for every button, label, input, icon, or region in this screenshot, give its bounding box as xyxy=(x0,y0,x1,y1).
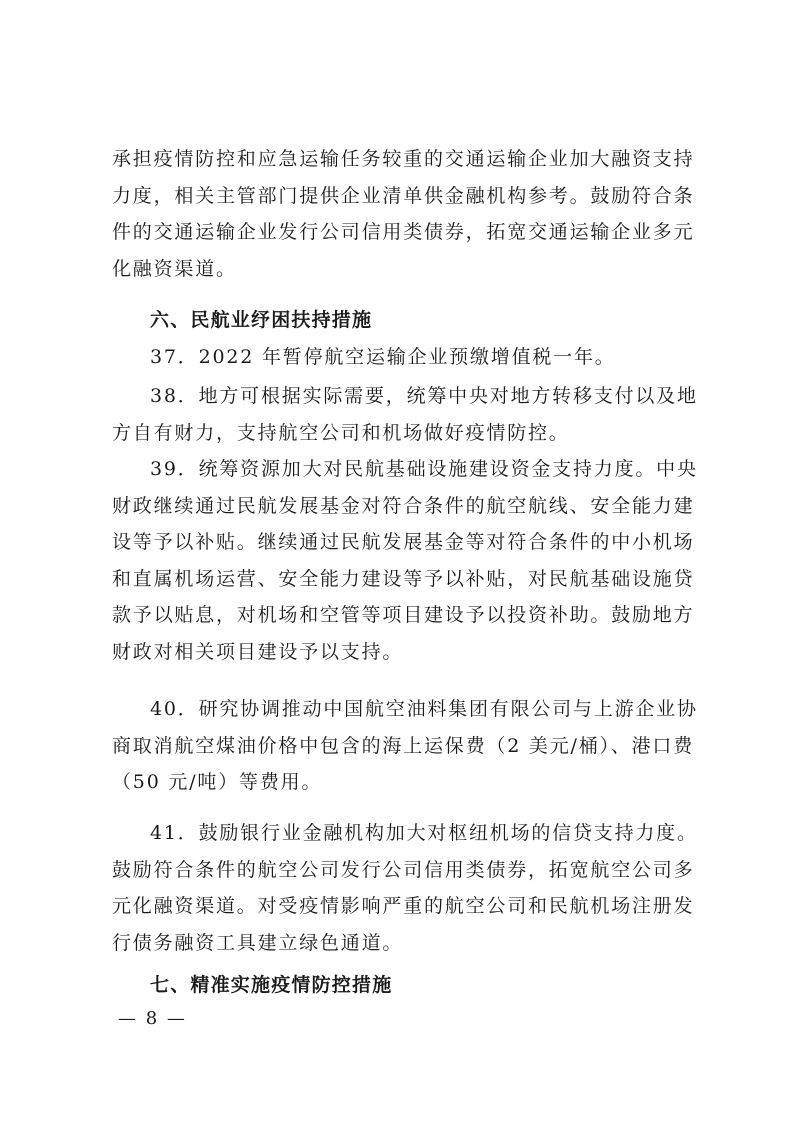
text-line: 元化融资渠道。对受疫情影响严重的航空公司和民航机场注册发 xyxy=(112,895,695,917)
text-line: 财政对相关项目建设予以支持。 xyxy=(112,640,404,663)
item-40 xyxy=(112,691,698,801)
text-line: 力度，相关主管部门提供企业清单供金融机构参考。鼓励符合条 xyxy=(112,184,695,207)
text-line: 承担疫情防控和应急运输任务较重的交通运输企业加大融资支持 xyxy=(112,148,695,170)
heading-text: 六、民航业纾困扶持措施 xyxy=(150,309,373,331)
text-line: 鼓励符合条件的航空公司发行公司信用类债券，拓宽航空公司多 xyxy=(112,858,695,881)
item-41 xyxy=(112,815,698,961)
text-line: 40．研究协调推动中国航空油料集团有限公司与上游企业协 xyxy=(150,698,698,720)
text-line: 方自有财力，支持航空公司和机场做好疫情防控。 xyxy=(112,421,570,444)
text-line: 件的交通运输企业发行公司信用类债券，拓宽交通运输企业多元 xyxy=(112,221,695,243)
text-line: （50 元/吨）等费用。 xyxy=(112,771,323,793)
text-line: 化融资渠道。 xyxy=(112,257,237,280)
section-heading-6 xyxy=(112,302,692,339)
item-38 xyxy=(112,378,698,451)
text-line: 商取消航空煤油价格中包含的海上运保费（2 美元/桶）、港口费 xyxy=(112,734,695,757)
text-line: 财政继续通过民航发展基金对符合条件的航空航线、安全能力建 xyxy=(112,494,695,517)
text-line: 行债务融资工具建立绿色通道。 xyxy=(112,931,404,954)
item-39 xyxy=(112,451,698,670)
page-number: — 8 — xyxy=(118,1008,187,1029)
section-heading-7 xyxy=(112,967,692,1004)
text-line: 41．鼓励银行业金融机构加大对枢纽机场的信贷支持力度。 xyxy=(150,822,698,844)
text-line: 39．统筹资源加大对民航基础设施建设资金支持力度。中央 xyxy=(150,458,698,480)
text-line: 设等予以补贴。继续通过民航发展基金等对符合条件的中小机场 xyxy=(112,531,695,553)
text-line: 38．地方可根据实际需要，统筹中央对地方转移支付以及地 xyxy=(150,385,698,407)
text-line: 37．2022 年暂停航空运输企业预缴增值税一年。 xyxy=(150,346,616,368)
text-line: 和直属机场运营、安全能力建设等予以补贴，对民航基础设施贷 xyxy=(112,567,695,590)
paragraph-continued xyxy=(112,141,695,287)
text-line: 款予以贴息，对机场和空管等项目建设予以投资补助。鼓励地方 xyxy=(112,604,695,626)
heading-text: 七、精准实施疫情防控措施 xyxy=(150,974,393,996)
item-37 xyxy=(112,339,692,376)
